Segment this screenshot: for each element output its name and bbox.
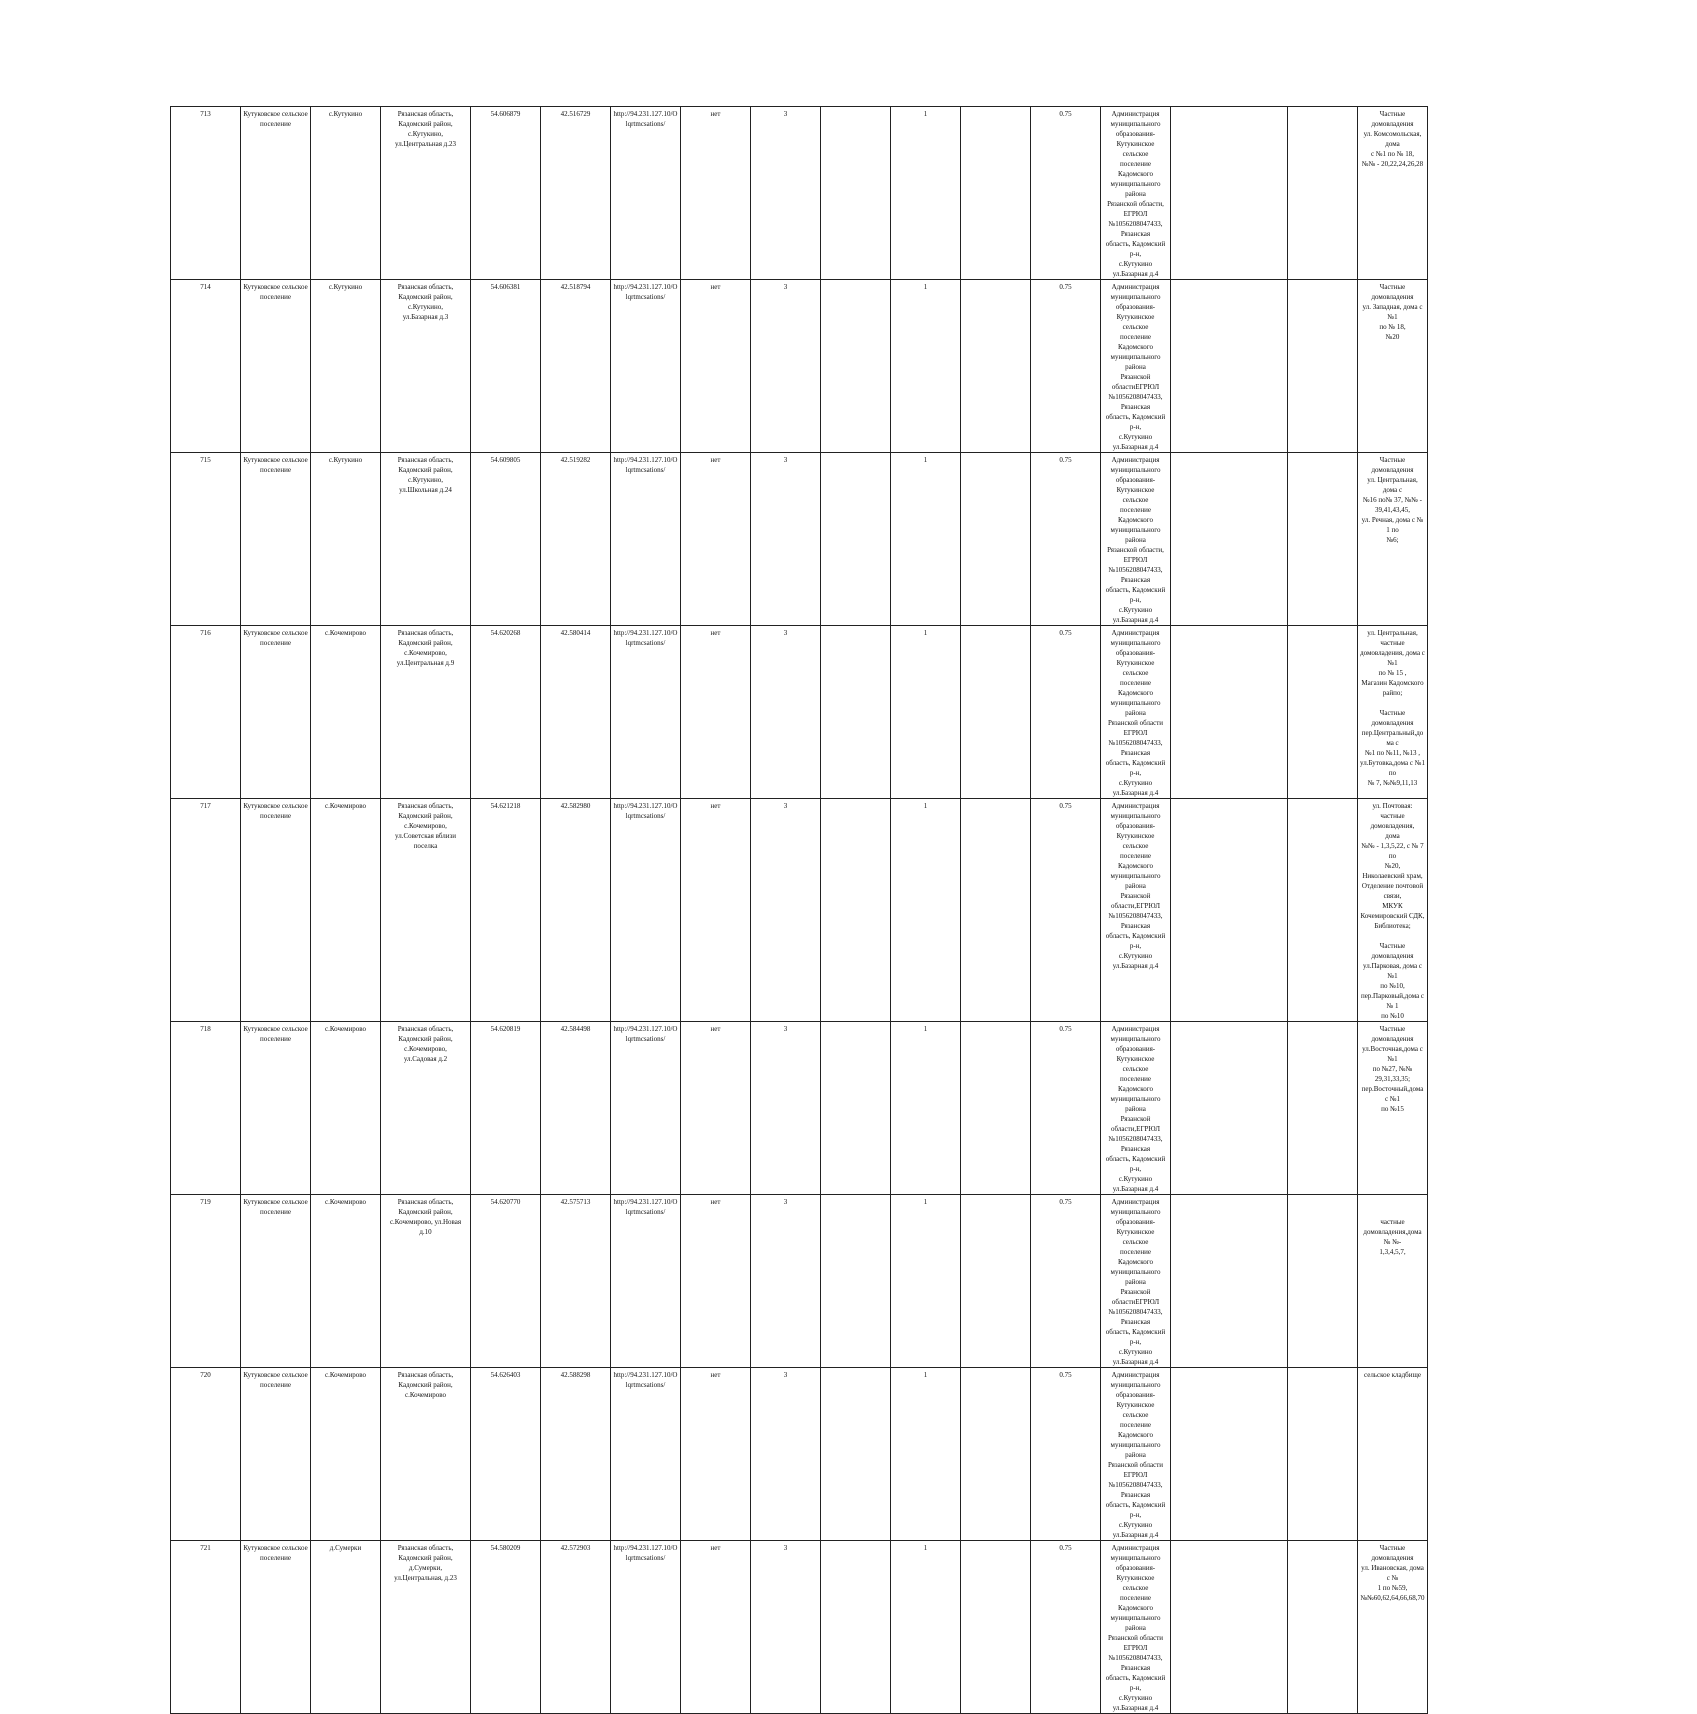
longitude-cell: 42.588298 — [541, 1368, 611, 1541]
empty-cell — [1288, 453, 1358, 626]
volume-cell: 1 — [891, 1368, 961, 1541]
row-number-cell: 718 — [171, 1022, 241, 1195]
longitude-cell: 42.580414 — [541, 626, 611, 799]
owner-cell: Администрация муниципального образования- Кутукинское сельское поселение Кадомского муниципального района Рязанской области ЕГРЮЛ №1056208047433, Рязанская область, Кадомский р-н, с.Кутукино ул.Базарная д.4 — [1101, 1541, 1171, 1714]
container-count-cell: 3 — [751, 453, 821, 626]
empty-cell — [1171, 626, 1288, 799]
address-cell: Рязанская область, Кадомский район, с.Кочемирово, ул.Новая д.10 — [381, 1195, 471, 1368]
empty-cell — [1288, 1541, 1358, 1714]
waste-sources-cell: Частные домовладения ул. Западная, дома с №1 по № 18, №20 — [1358, 280, 1428, 453]
empty-cell — [961, 280, 1031, 453]
waste-sources-cell: сельское кладбище — [1358, 1368, 1428, 1541]
table-row — [171, 626, 1528, 799]
link-cell: http://94.231.127.10/Olqrtmcsations/ — [611, 453, 681, 626]
row-number-cell: 717 — [171, 799, 241, 1022]
link-cell: http://94.231.127.10/Olqrtmcsations/ — [611, 280, 681, 453]
volume-cell: 1 — [891, 626, 961, 799]
waste-sources-cell: Частные домовладения ул.Восточная,дома с №1 по №27, №№ 29,31,33,35; пер.Восточный,дома с №1 по №15 — [1358, 1022, 1428, 1195]
locality-cell: с.Кочемирово — [311, 1195, 381, 1368]
waste-sources-cell: ул. Почтовая: частные домовладения, дома №№ - 1,3,5,22, с № 7 по №20, Николаевский храм, Отделение почтовой связи, МКУК Кочемировский СДК, Библиотека; Частные домовладения ул.Парковая, дома с №1 по №10, пер.Парковый,дома с № 1 по №10 — [1358, 799, 1428, 1022]
settlement-cell: Кутуковское сельское поселение — [241, 1022, 311, 1195]
locality-cell: с.Кочемирово — [311, 626, 381, 799]
table-row — [171, 107, 1528, 280]
link-cell: http://94.231.127.10/Olqrtmcsations/ — [611, 1368, 681, 1541]
empty-cell — [1171, 799, 1288, 1022]
row-number-cell: 713 — [171, 107, 241, 280]
settlement-cell: Кутуковское сельское поселение — [241, 1195, 311, 1368]
locality-cell: с.Кочемирово — [311, 1022, 381, 1195]
locality-cell: с.Кутукино — [311, 453, 381, 626]
volume-cell: 1 — [891, 1541, 961, 1714]
empty-cell — [961, 1368, 1031, 1541]
empty-cell — [821, 1195, 891, 1368]
locality-cell: д.Сумерки — [311, 1541, 381, 1714]
empty-cell — [821, 1541, 891, 1714]
link-cell: http://94.231.127.10/Olqrtmcsations/ — [611, 799, 681, 1022]
address-cell: Рязанская область, Кадомский район, с.Кутукино, ул.Базарная д.3 — [381, 280, 471, 453]
area-cell: 0.75 — [1031, 1022, 1101, 1195]
owner-cell: Администрация муниципального образования- Кутукинское сельское поселение Кадомского муниципального района Рязанской области,ЕГРЮЛ №1056208047433, Рязанская область, Кадомский р-н, с.Кутукино ул.Базарная д.4 — [1101, 799, 1171, 1022]
longitude-cell: 42.582980 — [541, 799, 611, 1022]
empty-cell — [1171, 1195, 1288, 1368]
registry-sheet — [170, 106, 1528, 1714]
latitude-cell: 54.621218 — [471, 799, 541, 1022]
waste-sources-cell: частные домовладения,дома № №- 1,3,4,5,7, — [1358, 1195, 1428, 1368]
empty-cell — [1288, 799, 1358, 1022]
area-cell: 0.75 — [1031, 1368, 1101, 1541]
container-count-cell: 3 — [751, 1195, 821, 1368]
empty-cell — [961, 799, 1031, 1022]
waste-sources-cell: Частные домовладения ул. Ивановская, дома с № 1 по №59, №№60,62,64,66,68,70 — [1358, 1541, 1428, 1714]
owner-cell: Администрация муниципального образования- Кутукинское сельское поселение Кадомского муниципального района Рязанской области ЕГРЮЛ №1056208047433, Рязанская область, Кадомский р-н, с.Кутукино ул.Базарная д.4 — [1101, 1368, 1171, 1541]
table-row — [171, 280, 1528, 453]
settlement-cell: Кутуковское сельское поселение — [241, 1368, 311, 1541]
empty-cell — [961, 1195, 1031, 1368]
owner-cell: Администрация муниципального образования- Кутукинское сельское поселение Кадомского муниципального района Рязанской областиЕГРЮЛ №1056208047433, Рязанская область, Кадомский р-н, с.Кутукино ул.Базарная д.4 — [1101, 280, 1171, 453]
area-cell: 0.75 — [1031, 453, 1101, 626]
empty-cell — [1288, 1368, 1358, 1541]
empty-cell — [961, 107, 1031, 280]
row-number-cell: 721 — [171, 1541, 241, 1714]
empty-cell — [821, 107, 891, 280]
empty-cell — [1288, 280, 1358, 453]
owner-cell: Администрация муниципального образования- Кутукинское сельское поселение Кадомского муниципального района Рязанской области,ЕГРЮЛ №1056208047433, Рязанская область, Кадомский р-н, с.Кутукино ул.Базарная д.4 — [1101, 1022, 1171, 1195]
empty-cell — [821, 626, 891, 799]
surface-cell: нет — [681, 280, 751, 453]
empty-cell — [821, 280, 891, 453]
owner-cell: Администрация муниципального образования- Кутукинское сельское поселение Кадомского муниципального района Рязанской области, ЕГРЮЛ №1056208047433, Рязанская область, Кадомский р-н, с.Кутукино ул.Базарная д.4 — [1101, 453, 1171, 626]
surface-cell: нет — [681, 799, 751, 1022]
row-number-cell: 715 — [171, 453, 241, 626]
registry-rows — [171, 107, 1528, 1714]
volume-cell: 1 — [891, 1195, 961, 1368]
empty-cell — [1288, 1195, 1358, 1368]
owner-cell: Администрация муниципального образования- Кутукинское сельское поселение Кадомского муниципального района Рязанской областиЕГРЮЛ №1056208047433, Рязанская область, Кадомский р-н, с.Кутукино ул.Базарная д.4 — [1101, 1195, 1171, 1368]
longitude-cell: 42.518794 — [541, 280, 611, 453]
volume-cell: 1 — [891, 280, 961, 453]
settlement-cell: Кутуковское сельское поселение — [241, 799, 311, 1022]
surface-cell: нет — [681, 626, 751, 799]
link-cell: http://94.231.127.10/Olqrtmcsations/ — [611, 1195, 681, 1368]
row-number-cell: 719 — [171, 1195, 241, 1368]
waste-sources-cell: Частные домовладения ул. Комсомольская, дома с №1 по № 18, №№ - 20,22,24,26,28 — [1358, 107, 1428, 280]
volume-cell: 1 — [891, 799, 961, 1022]
empty-cell — [1171, 1022, 1288, 1195]
surface-cell: нет — [681, 1541, 751, 1714]
surface-cell: нет — [681, 107, 751, 280]
settlement-cell: Кутуковское сельское поселение — [241, 280, 311, 453]
table-row — [171, 1195, 1528, 1368]
latitude-cell: 54.626403 — [471, 1368, 541, 1541]
address-cell: Рязанская область, Кадомский район, с.Кочемирово, ул.Садовая д.2 — [381, 1022, 471, 1195]
container-count-cell: 3 — [751, 280, 821, 453]
locality-cell: с.Кочемирово — [311, 1368, 381, 1541]
link-cell: http://94.231.127.10/Olqrtmcsations/ — [611, 1022, 681, 1195]
empty-cell — [961, 1022, 1031, 1195]
table-row — [171, 1368, 1528, 1541]
latitude-cell: 54.606381 — [471, 280, 541, 453]
empty-cell — [961, 626, 1031, 799]
settlement-cell: Кутуковское сельское поселение — [241, 107, 311, 280]
area-cell: 0.75 — [1031, 799, 1101, 1022]
address-cell: Рязанская область, Кадомский район, с.Кочемирово, ул.Советская вблизи поселка — [381, 799, 471, 1022]
empty-cell — [1288, 107, 1358, 280]
empty-cell — [1171, 453, 1288, 626]
empty-cell — [821, 799, 891, 1022]
table-row — [171, 1022, 1528, 1195]
container-count-cell: 3 — [751, 1022, 821, 1195]
locality-cell: с.Кутукино — [311, 280, 381, 453]
locality-cell: с.Кутукино — [311, 107, 381, 280]
container-count-cell: 3 — [751, 107, 821, 280]
latitude-cell: 54.620268 — [471, 626, 541, 799]
address-cell: Рязанская область, Кадомский район, с.Кочемирово — [381, 1368, 471, 1541]
row-number-cell: 720 — [171, 1368, 241, 1541]
volume-cell: 1 — [891, 107, 961, 280]
empty-cell — [1171, 107, 1288, 280]
empty-cell — [821, 1022, 891, 1195]
empty-cell — [961, 1541, 1031, 1714]
latitude-cell: 54.606879 — [471, 107, 541, 280]
longitude-cell: 42.584498 — [541, 1022, 611, 1195]
locality-cell: с.Кочемирово — [311, 799, 381, 1022]
latitude-cell: 54.620770 — [471, 1195, 541, 1368]
surface-cell: нет — [681, 453, 751, 626]
container-count-cell: 3 — [751, 1541, 821, 1714]
area-cell: 0.75 — [1031, 1195, 1101, 1368]
table-row — [171, 1541, 1528, 1714]
empty-cell — [1288, 626, 1358, 799]
volume-cell: 1 — [891, 1022, 961, 1195]
address-cell: Рязанская область, Кадомский район, с.Кутукино, ул.Центральная д.23 — [381, 107, 471, 280]
address-cell: Рязанская область, Кадомский район, с.Кутукино, ул.Школьная д.24 — [381, 453, 471, 626]
latitude-cell: 54.609805 — [471, 453, 541, 626]
owner-cell: Администрация муниципального образования- Кутукинское сельское поселение Кадомского муниципального района Рязанской области ЕГРЮЛ №1056208047433, Рязанская область, Кадомский р-н, с.Кутукино ул.Базарная д.4 — [1101, 626, 1171, 799]
owner-cell: Администрация муниципального образования- Кутукинское сельское поселение Кадомского муниципального района Рязанской области, ЕГРЮЛ №1056208047433, Рязанская область, Кадомский р-н, с.Кутукино ул.Базарная д.4 — [1101, 107, 1171, 280]
empty-cell — [1171, 280, 1288, 453]
link-cell: http://94.231.127.10/Olqrtmcsations/ — [611, 626, 681, 799]
address-cell: Рязанская область, Кадомский район, с.Кочемирово, ул.Центральная д.9 — [381, 626, 471, 799]
row-number-cell: 714 — [171, 280, 241, 453]
waste-sources-cell: ул. Центральная, частные домовладения, дома с №1 по № 15 , Магазин Кадомского райпо; Частные домовладения пер.Центральный,дома с №1 по №11, №13 , ул.Бутовка,дома с №1 по № 7, №№9,11,13 — [1358, 626, 1428, 799]
address-cell: Рязанская область, Кадомский район, д.Сумерки, ул.Центральная, д.23 — [381, 1541, 471, 1714]
longitude-cell: 42.516729 — [541, 107, 611, 280]
row-number-cell: 716 — [171, 626, 241, 799]
empty-cell — [821, 1368, 891, 1541]
latitude-cell: 54.620819 — [471, 1022, 541, 1195]
table-row — [171, 453, 1528, 626]
empty-cell — [1171, 1541, 1288, 1714]
surface-cell: нет — [681, 1195, 751, 1368]
surface-cell: нет — [681, 1022, 751, 1195]
table-row — [171, 799, 1528, 1022]
settlement-cell: Кутуковское сельское поселение — [241, 453, 311, 626]
settlement-cell: Кутуковское сельское поселение — [241, 1541, 311, 1714]
area-cell: 0.75 — [1031, 1541, 1101, 1714]
area-cell: 0.75 — [1031, 107, 1101, 280]
empty-cell — [821, 453, 891, 626]
longitude-cell: 42.519282 — [541, 453, 611, 626]
settlement-cell: Кутуковское сельское поселение — [241, 626, 311, 799]
container-count-cell: 3 — [751, 626, 821, 799]
surface-cell: нет — [681, 1368, 751, 1541]
area-cell: 0.75 — [1031, 280, 1101, 453]
area-cell: 0.75 — [1031, 626, 1101, 799]
link-cell: http://94.231.127.10/Olqrtmcsations/ — [611, 107, 681, 280]
waste-sources-cell: Частные домовладения ул. Центральная, дома с №16 по№ 37, №№ - 39,41,43,45, ул. Речная, дома с № 1 по №6; — [1358, 453, 1428, 626]
container-count-cell: 3 — [751, 1368, 821, 1541]
longitude-cell: 42.572903 — [541, 1541, 611, 1714]
latitude-cell: 54.580209 — [471, 1541, 541, 1714]
registry-table — [170, 106, 1528, 1714]
link-cell: http://94.231.127.10/Olqrtmcsations/ — [611, 1541, 681, 1714]
empty-cell — [1288, 1022, 1358, 1195]
longitude-cell: 42.575713 — [541, 1195, 611, 1368]
empty-cell — [961, 453, 1031, 626]
volume-cell: 1 — [891, 453, 961, 626]
empty-cell — [1171, 1368, 1288, 1541]
container-count-cell: 3 — [751, 799, 821, 1022]
